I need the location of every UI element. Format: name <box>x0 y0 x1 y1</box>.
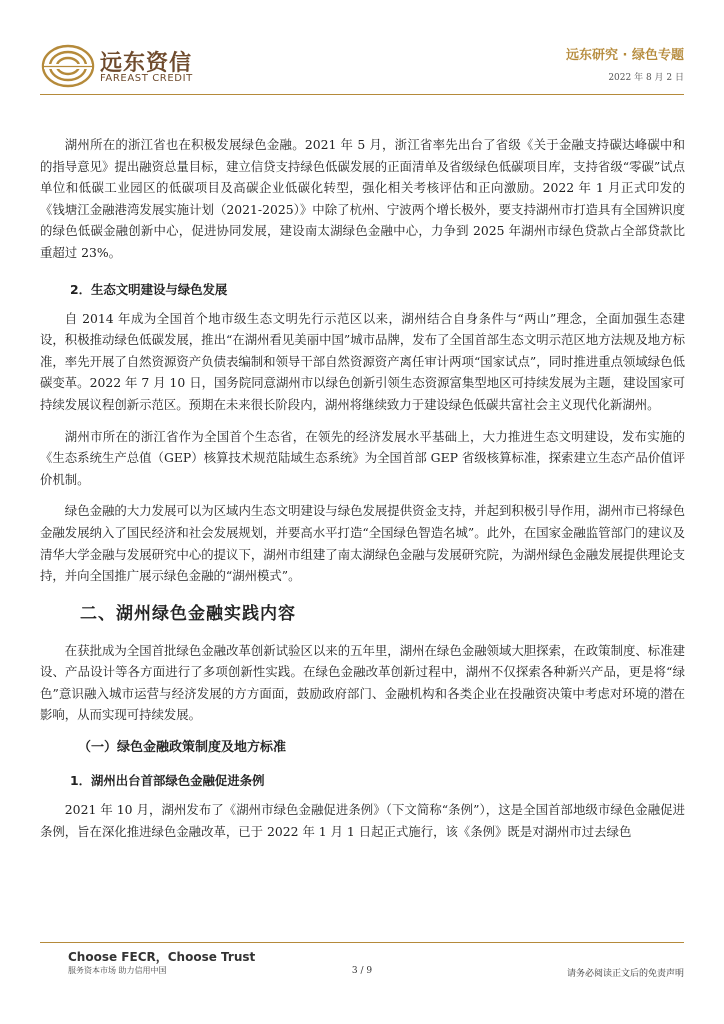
subsection-title-policy: （一）绿色金融政策制度及地方标准 <box>78 740 287 756</box>
paragraph-regulation: 2021 年 10 月，湖州发布了《湖州市绿色金融促进条例》（下文简称“条例”），这是全国首部地级市绿色金融促进条例，旨在深化推进绿色金融改革，已于 2022 年 1 月 1 日起正式施行，该《条例》既是对湖州市过去绿色 <box>40 802 685 839</box>
paragraph-huzhou-ecology: 自 2014 年成为全国首个地市级生态文明先行示范区以来，湖州结合自身条件与“两山”理念，全面加强生态建设，积极推动绿色低碳发展，推出“在湖州看见美丽中国”城市品牌，发布了全国首部生态文明示范区地方法规及地方标准，率先开展了自然资源资产负债表编制和领导干部自然资源资产离任审计两项“国家试点”，同时推进重点领域绿色低碳变革。2022 年 7 月 10 日，国务院同意湖州市以绿色创新引领生态资源富集型地区可持续发展为主题，建设国家可持续发展议程创新示范区。预期在未来很长阶段内，湖州将继续致力于建设绿色低碳共富社会主义现代化新湖州。 <box>40 310 685 412</box>
paragraph-zhejiang-green-finance: 湖州所在的浙江省也在积极发展绿色金融。2021 年 5 月，浙江省率先出台了省级《关于金融支持碳达峰碳中和的指导意见》提出融资总量目标，建立信贷支持绿色低碳发展的正面清单及省级绿色低碳项目库，支持省级“零碳”试点单位和低碳工业园区的低碳项目及高碳企业低碳化转型，强化相关考核评估和正向激励。2022 年 1 月正式印发的《钱塘江金融港湾发展实施计划（2021-2025）》中除了杭州、宁波两个增长极外，要支持湖州市打造具有全国辨识度的绿色低碳金融创新中心，促进协同发展，建设南太湖绿色金融中心，力争到 2025 年湖州市绿色贷款占全部贷款比重超过 23%。 <box>40 137 685 260</box>
page-number: 3 / 9 <box>351 966 373 976</box>
footer-divider <box>40 942 684 943</box>
heading-promotion-regulation: 1．湖州出台首部绿色金融促进条例 <box>70 773 265 789</box>
paragraph-green-finance-support: 绿色金融的大力发展可以为区域内生态文明建设与绿色发展提供资金支持，并起到积极引导作用，湖州市已将绿色金融发展纳入了国民经济和社会发展规划，并要高水平打造“全国绿色智造名城”。此外，在国家金融监管部门的建议及清华大学金融与发展研究中心的提议下，湖州市组建了南太湖绿色金融与发展研究院，为湖州绿色金融发展提供理论支持，并向全国推广展示绿色金融的“湖州模式”。 <box>40 503 685 584</box>
report-series-title: 远东研究 · 绿色专题 <box>566 48 684 63</box>
footer-disclaimer: 请务必阅读正文后的免责声明 <box>566 969 684 979</box>
brand-name: 远东资信 <box>100 51 193 76</box>
paragraph-zhejiang-ecology: 湖州市所在的浙江省作为全国首个生态省，在领先的经济发展水平基础上，大力推进生态文明建设，发布实施的《生态系统生产总值（GEP）核算技术规范陆域生态系统》为全国首部 GEP 省级核算标准，探索建立生态产品价值评价机制。 <box>40 428 685 487</box>
section-title-practice: 二、湖州绿色金融实践内容 <box>80 603 296 624</box>
document-body <box>40 134 685 852</box>
paragraph-practice-overview: 在获批成为全国首批绿色金融改革创新试验区以来的五年里，湖州在绿色金融领域大胆探索，在政策制度、标准建设、产品设计等各方面进行了多项创新性实践。在绿色金融改革创新过程中，湖州不仅探索各种新兴产品，更是将“绿色”意识融入城市运营与经济发展的方方面面，鼓励政府部门、金融机构和各类企业在投融资决策中考虑对环境的潜在影响，从而实现可持续发展。 <box>40 642 685 723</box>
fareast-credit-logo-icon <box>40 42 96 90</box>
header-divider <box>40 94 684 95</box>
footer-slogan: Choose FECR，Choose Trust <box>68 950 256 964</box>
page-header <box>0 0 724 100</box>
heading-ecological-civilization: 2．生态文明建设与绿色发展 <box>70 281 228 297</box>
brand-english-name: FAREAST CREDIT <box>100 73 193 84</box>
footer-tagline: 服务资本市场 助力信用中国 <box>68 966 167 975</box>
report-date: 2022 年 8 月 2 日 <box>608 73 684 83</box>
